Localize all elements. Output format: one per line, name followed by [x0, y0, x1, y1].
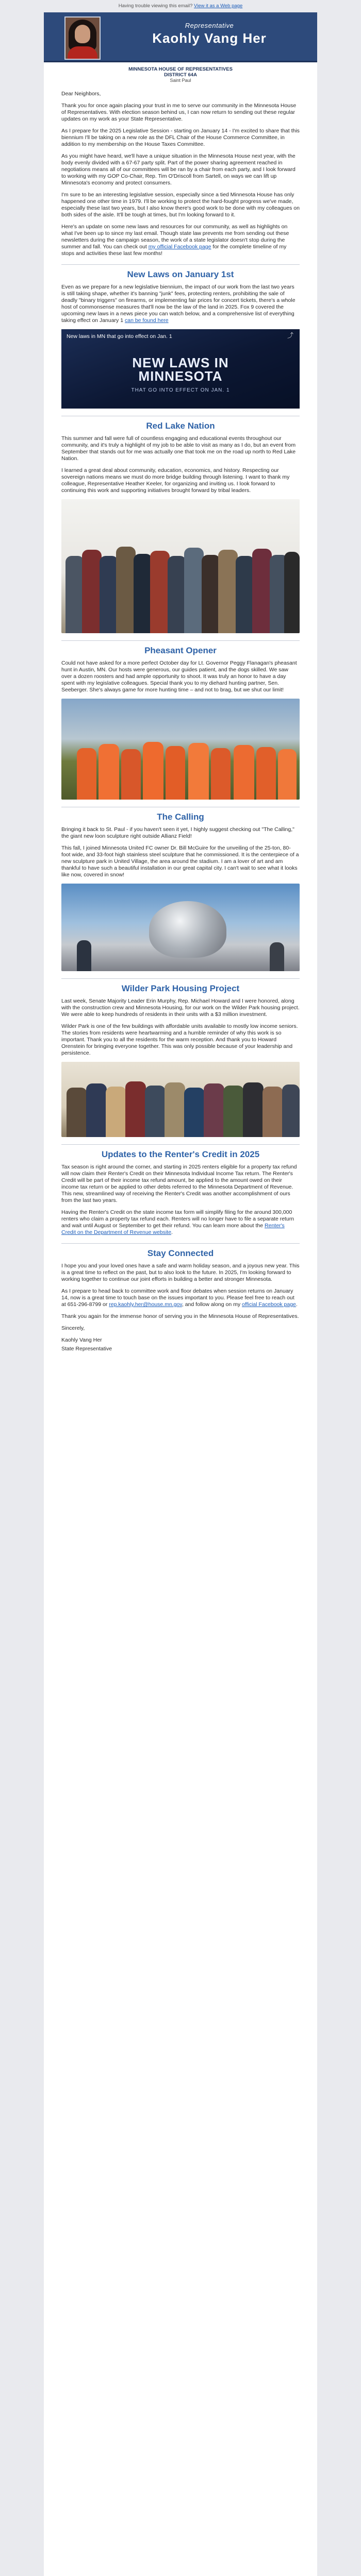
section-divider — [61, 640, 300, 641]
new-laws-paragraph: Even as we prepare for a new legislative biennium, the impact of our work from the last two years is still taking shape, whether it's banning "junk" fees, protecting renters, prohibiting the sale of deadly "binary triggers" on firearms, or implementing fair prices for concert tickets, there's a whole host of commonsense measures that'll now be the law of the land in 2025. Fox 9 covered the upcoming new laws in a news piece you can watch below, and a comprehensive list of everything taking effect on January 1 can be found here — [61, 284, 296, 324]
closing: Sincerely, — [61, 1325, 85, 1331]
intro-paragraph: Here's an update on some new laws and resources for our community, as well as highlights on what I've been up to since my last email. Though state law prevents me from sending out these newsletters during the campaign season, the work of a state legislator doesn't stop during the summer and fall. You can check out my official Facebook page for the complete timeline of my stops and activities these last few months! — [61, 224, 289, 257]
intro-paragraph: As you might have heard, we'll have a unique situation in the Minnesota House next year, with the body evenly divided with a 67-67 party split. Part of the power sharing agreement reached in negotiations means all of our committees will be ran by a chair from each party, and I look forward to working with my GOP Co-Chair, Rep. Tim O'Driscoll from Sartell, on ways we can lift up Minnesota's economy and protect consumers. — [61, 153, 296, 186]
section-heading-red-lake: Red Lake Nation — [146, 421, 215, 431]
video-headline: NEW LAWS IN MINNESOTA — [132, 355, 229, 384]
wilder-paragraph: Wilder Park is one of the few buildings with affordable units available to mostly low income seniors. The stories from residents were heartwarming and a humble reminder of why this work is so important. Thank you to all the residents for the warm reception. And thank you to Howard Orenstein for bringing everyone together. This was only possible because of your leadership and persistence. — [61, 1023, 298, 1056]
district-subhead — [44, 62, 317, 83]
renters-paragraph: Having the Renter's Credit on the state income tax form will simplify filing for the around 300,000 renters who claim a property tax refund each. Renters will no longer have to file a separate return and wait until August or September to get their refund. You can learn more about the Renter's Credit on the Department of Revenue website. — [61, 1209, 294, 1235]
loon-sculpture-photo — [61, 884, 300, 971]
section-heading-renters-credit: Updates to the Renter's Credit in 2025 — [101, 1149, 260, 1159]
intro-paragraph: Thank you for once again placing your trust in me to serve our community in the Minnesota House of Representatives. With election season behind us, I can now return to sending out these regular updates on my work as your State Representative. — [61, 103, 297, 122]
facebook-link[interactable]: my official Facebook page — [148, 244, 211, 250]
stay-paragraph: I hope you and your loved ones have a safe and warm holiday season, and a joyous new year. This is a great time to reflect on the past, but to also look to the future. In 2025, I'm looking forward to working together to continue our joint efforts in building a better and stronger Minnesota. — [61, 1263, 300, 1282]
renters-paragraph: Tax season is right around the corner, and starting in 2025 renters eligible for a property tax refund will now claim their Renter's Credit on their Minnesota Individual Income Tax return. The Renter's Credit will be part of their income tax refund amount, be applied to the amount owed on their income tax return or be applied to other debts referred to the Minnesota Department of Revenue. This new, streamlined way of receiving the Renter's Credit was another accomplishment of ours from the last two years. — [61, 1164, 297, 1204]
subhead-chamber: MINNESOTA HOUSE OF REPRESENTATIVES — [128, 66, 233, 72]
subhead-location: Saint Paul — [170, 78, 191, 83]
intro-paragraph: I'm sure to be an interesting legislative session, especially since a tied Minnesota House has only happened one other time in 1979. I'll be working to protect the hard-fought progress we've made, especially these last two years, but I also know there's good work to be done with my colleagues on both sides of the aisle. It'll be tough at times, but I'm looking forward to it. — [61, 192, 300, 218]
calling-paragraph: Bringing it back to St. Paul - if you haven't seen it yet, I highly suggest checking out "The Calling," the giant new loon sculpture right outside Allianz Field! — [61, 826, 294, 839]
subhead-district: DISTRICT 64A — [164, 72, 197, 78]
section-divider — [61, 978, 300, 979]
renters-credit-link[interactable]: Renter's Credit on the Department of Revenue website — [61, 1223, 285, 1235]
section-heading-stay-connected: Stay Connected — [147, 1248, 214, 1258]
signature-block — [61, 1337, 300, 1352]
preheader — [0, 0, 361, 12]
red-lake-group-photo — [61, 499, 300, 633]
section-heading-new-laws: New Laws on January 1st — [127, 269, 234, 279]
red-lake-paragraph: This summer and fall were full of countless engaging and educational events throughout our community, and it's truly a highlight of my job to be able to visit as many as I do, but an event from September that stands out for me was actually one that took me on the road up north to Red Lake Nation. — [61, 435, 296, 462]
intro-paragraph: As I prepare for the 2025 Legislative Session - starting on January 14 - I'm excited to share that this biennium I'll be taking on a new role as the DFL Chair of the House Commerce Committee, in addition to my membership on the House Taxes Committee. — [61, 128, 300, 147]
stay-paragraph: Thank you again for the immense honor of serving you in the Minnesota House of Representatives. — [61, 1313, 299, 1319]
preheader-text: Having trouble viewing this email? — [118, 3, 193, 9]
email-link[interactable]: rep.kaohly.her@house.mn.gov — [109, 1301, 182, 1308]
section-divider — [61, 264, 300, 265]
signature-title: State Representative — [61, 1346, 112, 1352]
stay-paragraph: As I prepare to head back to committee work and floor debates when session returns on January 14, now is a great time to touch base on the issues important to you. Please feel free to reach out at 651-296-8799 or rep.kaohly.her@house.mn.gov, and follow along on my official Facebook page. — [61, 1288, 298, 1308]
masthead — [44, 12, 317, 62]
view-web-link[interactable]: View it as a Web page — [194, 3, 243, 9]
pheasant-paragraph: Could not have asked for a more perfect October day for Lt. Governor Peggy Flanagan's pheasant hunt in Austin, MN. Our hosts were generous, our guides patient, and the dogs skilled. We saw over a dozen roosters and had ample opportunity to shoot. It was truly an honor to have a day spent with my legislative colleagues. Special thank you to my diehard hunting partner, Sen. Seeberger. She's always game for more hunting time – and not to brag, but we shut our limit! — [61, 660, 297, 693]
email-card — [44, 12, 317, 2576]
video-title: New laws in MN that go into effect on Jan. 1 — [67, 333, 172, 340]
official-facebook-link[interactable]: official Facebook page — [242, 1301, 296, 1308]
loon-sculpture — [149, 901, 226, 958]
new-laws-list-link[interactable]: can be found here — [124, 317, 169, 324]
section-heading-pheasant: Pheasant Opener — [144, 646, 217, 655]
section-divider — [61, 1144, 300, 1145]
share-icon[interactable]: ⤴ — [287, 332, 293, 339]
masthead-role: Representative — [185, 22, 234, 29]
wilder-paragraph: Last week, Senate Majority Leader Erin Murphy, Rep. Michael Howard and I were honored, along with the construction crew and Minnesota Housing, for our work on the Wilder Park housing project. We were able to keep hundreds of residents in their units with a $3 million investment. — [61, 998, 300, 1018]
video-player[interactable] — [61, 329, 300, 409]
pheasant-hunt-photo — [61, 699, 300, 800]
email-body — [44, 83, 317, 1352]
section-heading-the-calling: The Calling — [157, 812, 204, 822]
wilder-park-group-photo — [61, 1062, 300, 1137]
representative-portrait — [64, 16, 101, 60]
section-divider — [61, 1243, 300, 1244]
signature-name: Kaohly Vang Her — [61, 1337, 102, 1343]
greeting: Dear Neighbors, — [61, 91, 101, 97]
calling-paragraph: This fall, I joined Minnesota United FC owner Dr. Bill McGuire for the unveiling of the 25-ton, 80-foot wide, and 33-foot high stainless steel sculpture that he commissioned. It is the centerpiece of a new sculpture park in United Village, the area around the stadium. I am a lover of art and am thankful to have such a beautiful installation in our great capital city. I can't wait to see what it looks like now, covered in snow! — [61, 845, 299, 878]
video-subheadline: THAT GO INTO EFFECT ON JAN. 1 — [131, 387, 230, 393]
section-heading-wilder-park: Wilder Park Housing Project — [121, 984, 240, 993]
masthead-title — [109, 22, 310, 46]
masthead-name: Kaohly Vang Her — [152, 30, 267, 46]
red-lake-paragraph: I learned a great deal about community, education, economics, and history. Respecting our sovereign nations means we must do more bridge building through listening. I want to thank my colleague, Representative Heather Keeler, for organizing and inviting us. I look forward to continuing this work and supporting initiatives brought forward by tribal leaders. — [61, 467, 290, 494]
